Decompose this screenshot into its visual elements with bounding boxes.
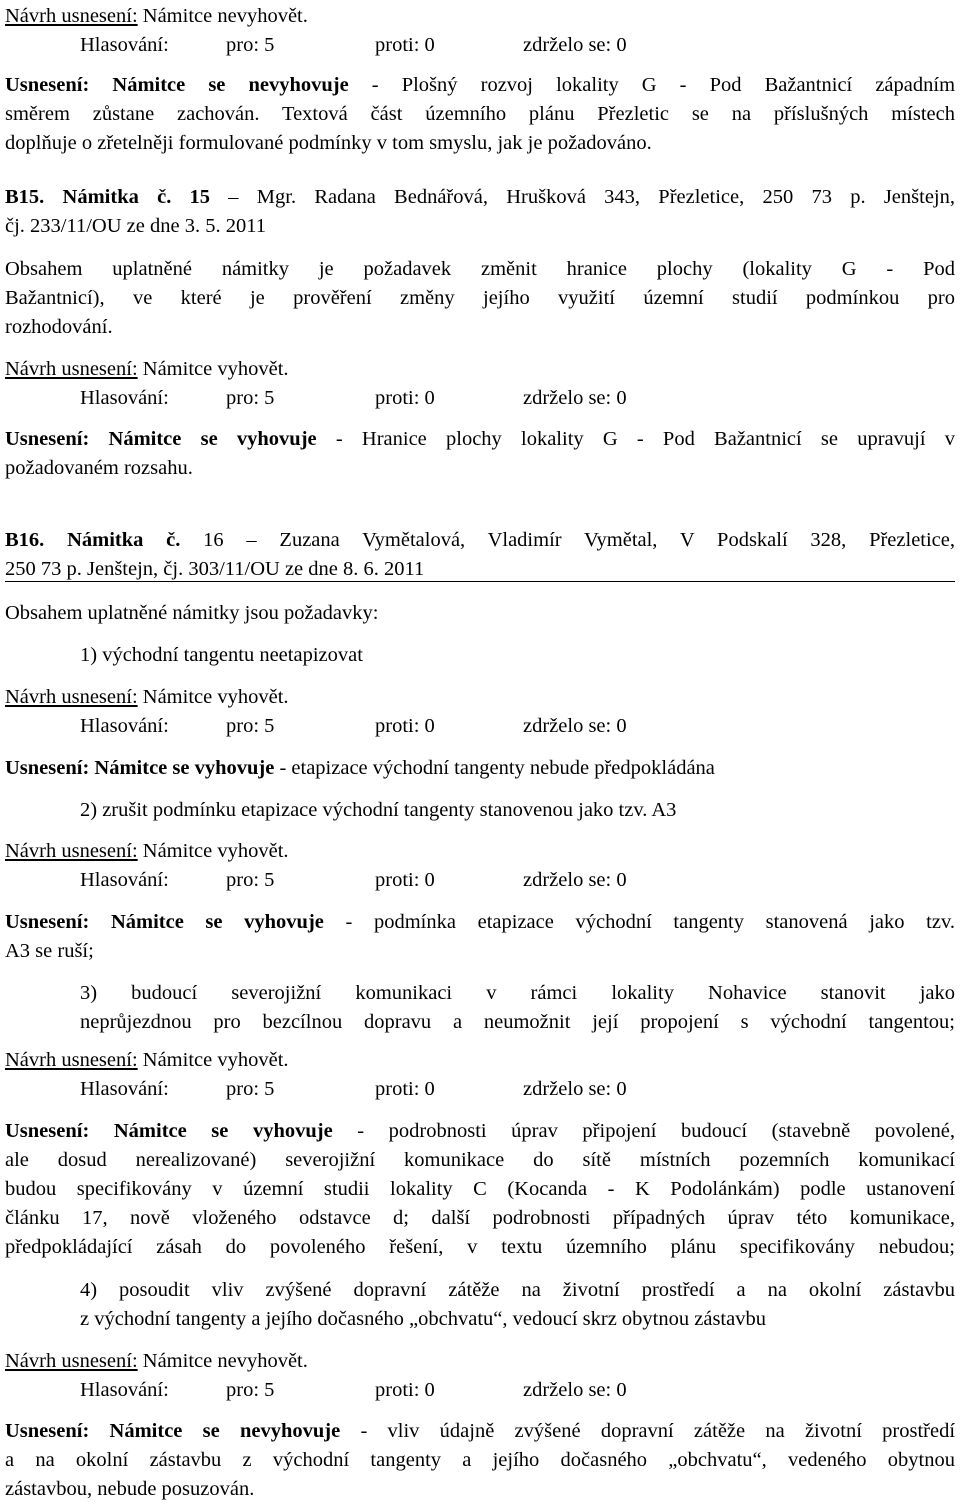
proposal-line xyxy=(5,355,955,384)
resolution-text-line: doplňuje o zřetelněji formulované podmínky v tom smyslu, jak je požadováno. xyxy=(5,132,652,154)
proposal-label: Návrh usnesení: xyxy=(5,840,138,862)
objection-header xyxy=(5,526,955,555)
resolution-label: Usnesení: xyxy=(5,74,90,96)
resolution-line xyxy=(5,71,955,100)
objection-content-line: Obsahem uplatněné námitky je požadavek změnit hranice plochy (lokality G - Pod xyxy=(5,258,955,280)
objection-content-line: rozhodování. xyxy=(5,316,113,338)
proposal-line xyxy=(5,837,955,866)
list-item: 1) východní tangentu neetapizovat xyxy=(80,644,363,666)
vote-pro: pro: 5 xyxy=(226,34,275,56)
vote-label: Hlasování: xyxy=(80,34,169,56)
list-item: 2) zrušit podmínku etapizace východní tangenty stanovenou jako tzv. A3 xyxy=(80,799,677,821)
objection-reference: čj. 233/11/OU ze dne 3. 5. 2011 xyxy=(5,215,266,237)
vote-pro: pro: 5 xyxy=(226,387,275,409)
resolution-verdict: Námitce se vyhovuje xyxy=(110,911,324,933)
vote-label: Hlasování: xyxy=(80,1078,169,1100)
vote-zdrzelo: zdrželo se: 0 xyxy=(523,715,627,737)
objection-code: B15. Námitka č. 15 xyxy=(5,186,211,208)
vote-pro: pro: 5 xyxy=(226,1379,275,1401)
vote-pro: pro: 5 xyxy=(226,1078,275,1100)
resolution-line xyxy=(5,1417,955,1446)
resolution-line xyxy=(5,754,955,783)
proposal-value: Námitce vyhovět. xyxy=(142,358,289,380)
vote-proti: proti: 0 xyxy=(375,1078,435,1100)
resolution-text-line: požadovaném rozsahu. xyxy=(5,457,193,479)
resolution-verdict: Námitce se vyhovuje xyxy=(108,428,317,450)
objection-content-line: Bažantnicí), ve které je prověření změny jejího využití územní studií podmínkou pro xyxy=(5,287,955,309)
resolution-text-line: budou specifikovány v územní studii lokality C (Kocanda - K Podolánkám) podle ustanovení xyxy=(5,1178,955,1200)
vote-proti: proti: 0 xyxy=(375,387,435,409)
objection-submitter: 16 – Zuzana Vymětalová, Vladimír Vymětal, V Podskalí 328, Přezletice, xyxy=(180,529,956,551)
resolution-line xyxy=(5,425,955,454)
proposal-value: Námitce vyhovět. xyxy=(142,686,289,708)
vote-proti: proti: 0 xyxy=(375,1379,435,1401)
objection-header xyxy=(5,183,955,212)
resolution-line xyxy=(5,908,955,937)
resolution-text-line: zástavbou, nebude posuzován. xyxy=(5,1478,255,1500)
resolution-line xyxy=(5,1117,955,1146)
objection-reference: 250 73 p. Jenštejn, čj. 303/11/OU ze dne 8. 6. 2011 xyxy=(5,558,425,580)
vote-label: Hlasování: xyxy=(80,1379,169,1401)
resolution-text-line: článku 17, nově vloženého odstavce d; další podrobnosti případných úprav této komunikace, xyxy=(5,1207,955,1229)
resolution-text-line: směrem zůstane zachován. Textová část územního plánu Přezletic se na příslušných místech xyxy=(5,103,955,125)
resolution-text: - vliv údajně zvýšené dopravní zátěže na životní prostředí xyxy=(340,1420,956,1442)
proposal-label: Návrh usnesení: xyxy=(5,5,138,27)
resolution-text-line: A3 se ruší; xyxy=(5,940,94,962)
vote-zdrzelo: zdrželo se: 0 xyxy=(523,1078,627,1100)
list-item: 4) posoudit vliv zvýšené dopravní zátěže na životní prostředí a na okolní zástavbu xyxy=(80,1279,955,1301)
resolution-label: Usnesení: xyxy=(5,428,90,450)
divider-rule xyxy=(5,581,955,582)
vote-proti: proti: 0 xyxy=(375,34,435,56)
vote-proti: proti: 0 xyxy=(375,715,435,737)
list-item-line: neprůjezdnou pro bezcílnou dopravu a neumožnit její propojení s východní tangentou; xyxy=(80,1011,955,1033)
proposal-value: Námitce nevyhovět. xyxy=(142,5,308,27)
resolution-text-line: ale dosud nerealizované) severojižní komunikace do sítě místních pozemních komunikací xyxy=(5,1149,955,1171)
resolution-text: - Hranice plochy lokality G - Pod Bažantnicí se upravují v xyxy=(316,428,956,450)
resolution-text: - podrobnosti úprav připojení budoucí (stavebně povolené, xyxy=(332,1120,956,1142)
vote-pro: pro: 5 xyxy=(226,869,275,891)
proposal-label: Návrh usnesení: xyxy=(5,686,138,708)
resolution-verdict: Námitce se nevyhovuje xyxy=(112,74,349,96)
resolution-text: - podmínka etapizace východní tangenty stanovená jako tzv. xyxy=(323,911,956,933)
proposal-line xyxy=(5,683,955,712)
resolution-verdict: Námitce se vyhovuje xyxy=(113,1120,333,1142)
proposal-label: Návrh usnesení: xyxy=(5,1049,138,1071)
proposal-label: Návrh usnesení: xyxy=(5,358,138,380)
proposal-line xyxy=(5,2,955,31)
vote-label: Hlasování: xyxy=(80,869,169,891)
proposal-line xyxy=(5,1347,955,1376)
vote-label: Hlasování: xyxy=(80,387,169,409)
resolution-label: Usnesení: xyxy=(5,757,90,779)
list-item-line: z východní tangenty a jejího dočasného „obchvatu“, vedoucí skrz obytnou zástavbu xyxy=(80,1308,766,1330)
objection-code: B16. Námitka č. xyxy=(5,529,181,551)
proposal-line xyxy=(5,1046,955,1075)
resolution-label: Usnesení: xyxy=(5,1420,90,1442)
resolution-text-line: a na okolní zástavbu z východní tangenty a jejího dočasného „obchvatu“, vedeného obytnou xyxy=(5,1449,955,1471)
resolution-text: - Plošný rozvoj lokality G - Pod Bažantnicí západním xyxy=(348,74,956,96)
vote-zdrzelo: zdrželo se: 0 xyxy=(523,1379,627,1401)
resolution-text: - etapizace východní tangenty nebude předpokládána xyxy=(274,757,715,779)
vote-pro: pro: 5 xyxy=(226,715,275,737)
resolution-verdict: Námitce se nevyhovuje xyxy=(109,1420,341,1442)
resolution-label: Usnesení: xyxy=(5,1120,90,1142)
vote-zdrzelo: zdrželo se: 0 xyxy=(523,869,627,891)
vote-zdrzelo: zdrželo se: 0 xyxy=(523,34,627,56)
vote-zdrzelo: zdrželo se: 0 xyxy=(523,387,627,409)
proposal-label: Návrh usnesení: xyxy=(5,1350,138,1372)
proposal-value: Námitce vyhovět. xyxy=(142,840,289,862)
resolution-verdict: Námitce se vyhovuje xyxy=(94,757,275,779)
vote-label: Hlasování: xyxy=(80,715,169,737)
resolution-text-line: předpokládající zásah do povoleného řešení, v textu územního plánu specifikovány nebudou; xyxy=(5,1236,955,1258)
objection-submitter: – Mgr. Radana Bednářová, Hrušková 343, Přezletice, 250 73 p. Jenštejn, xyxy=(210,186,955,208)
resolution-label: Usnesení: xyxy=(5,911,90,933)
vote-proti: proti: 0 xyxy=(375,869,435,891)
proposal-value: Námitce nevyhovět. xyxy=(142,1350,308,1372)
list-item: 3) budoucí severojižní komunikaci v rámci lokality Nohavice stanovit jako xyxy=(80,982,955,1004)
objection-intro: Obsahem uplatněné námitky jsou požadavky: xyxy=(5,602,379,624)
proposal-value: Námitce vyhovět. xyxy=(142,1049,289,1071)
